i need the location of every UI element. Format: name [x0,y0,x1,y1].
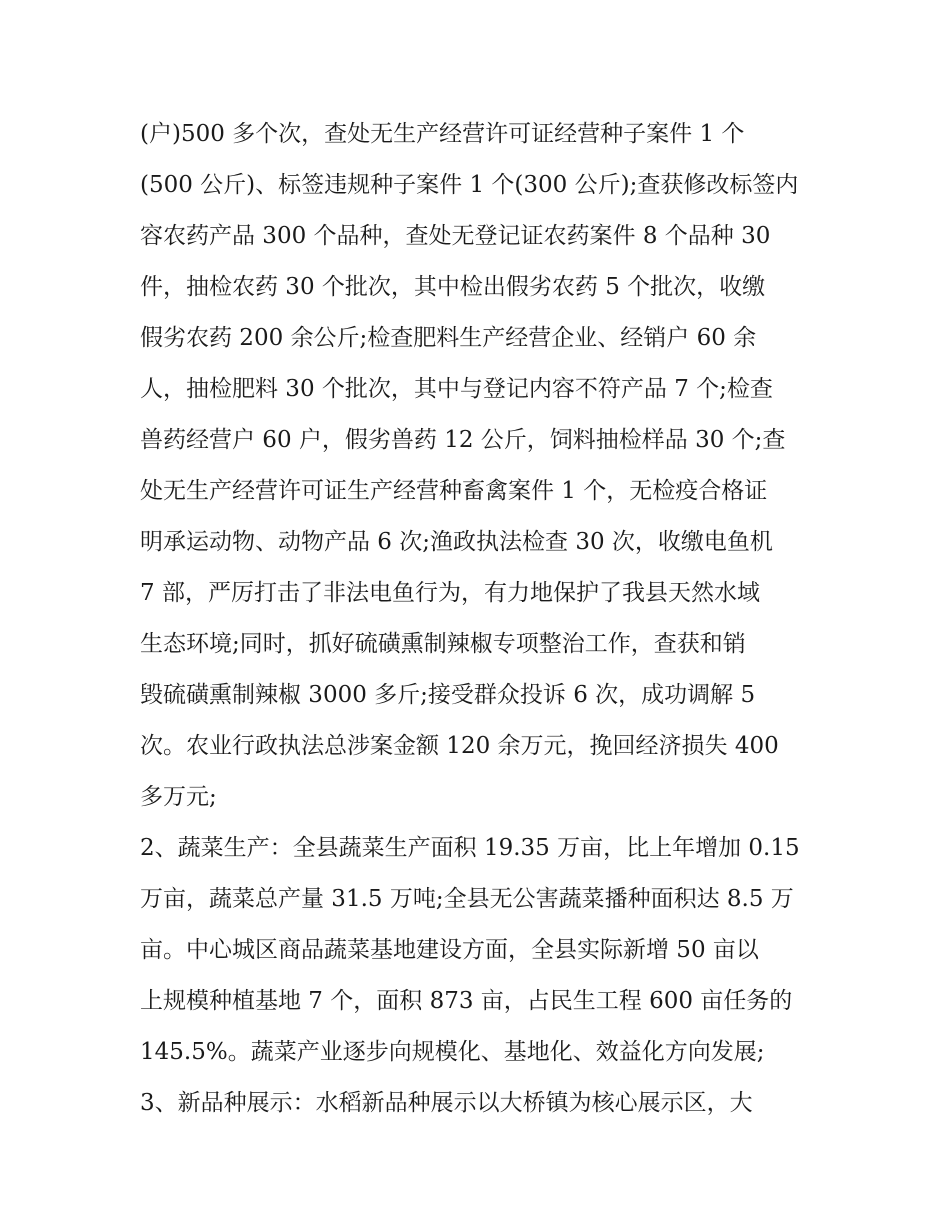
text-line: 次。农业行政执法总涉案金额 120 余万元，挽回经济损失 400 [140,733,779,759]
text-line: (500 公斤)、标签违规种子案件 1 个(300 公斤);查获修改标签内 [140,172,799,198]
text-line: 件，抽检农药 30 个批次，其中检出假劣农药 5 个批次，收缴 [140,274,766,300]
text-line: 2、蔬菜生产：全县蔬菜生产面积 19.35 万亩，比上年增加 0.15 [140,835,800,861]
text-line: 处无生产经营许可证生产经营种畜禽案件 1 个，无检疫合格证 [140,478,768,504]
text-line: 多万元; [140,784,217,810]
text-line: 上规模种植基地 7 个，面积 873 亩，占民生工程 600 亩任务的 [140,988,793,1014]
text-line: 兽药经营户 60 户，假劣兽药 12 公斤，饲料抽检样品 30 个;查 [140,427,786,453]
text-line: 毁硫磺熏制辣椒 3000 多斤;接受群众投诉 6 次，成功调解 5 [140,682,756,708]
text-line: 假劣农药 200 余公斤;检查肥料生产经营企业、经销户 60 余 [140,325,757,351]
text-line: (户)500 多个次，查处无生产经营许可证经营种子案件 1 个 [140,121,745,147]
text-line: 容农药产品 300 个品种，查处无登记证农药案件 8 个品种 30 [140,223,771,249]
text-line: 人，抽检肥料 30 个批次，其中与登记内容不符产品 7 个;检查 [140,376,773,402]
text-line: 亩。中心城区商品蔬菜基地建设方面，全县实际新增 50 亩以 [140,937,759,963]
text-line: 生态环境;同时，抓好硫磺熏制辣椒专项整治工作，查获和销 [140,631,746,657]
document-body [140,109,820,1129]
text-line: 7 部，严厉打击了非法电鱼行为，有力地保护了我县天然水域 [140,580,760,606]
text-line: 145.5%。蔬菜产业逐步向规模化、基地化、效益化方向发展; [140,1039,765,1065]
text-line: 明承运动物、动物产品 6 次;渔政执法检查 30 次，收缴电鱼机 [140,529,773,555]
text-line: 3、新品种展示：水稻新品种展示以大桥镇为核心展示区，大 [140,1090,753,1116]
text-line: 万亩，蔬菜总产量 31.5 万吨;全县无公害蔬菜播种面积达 8.5 万 [140,886,794,912]
